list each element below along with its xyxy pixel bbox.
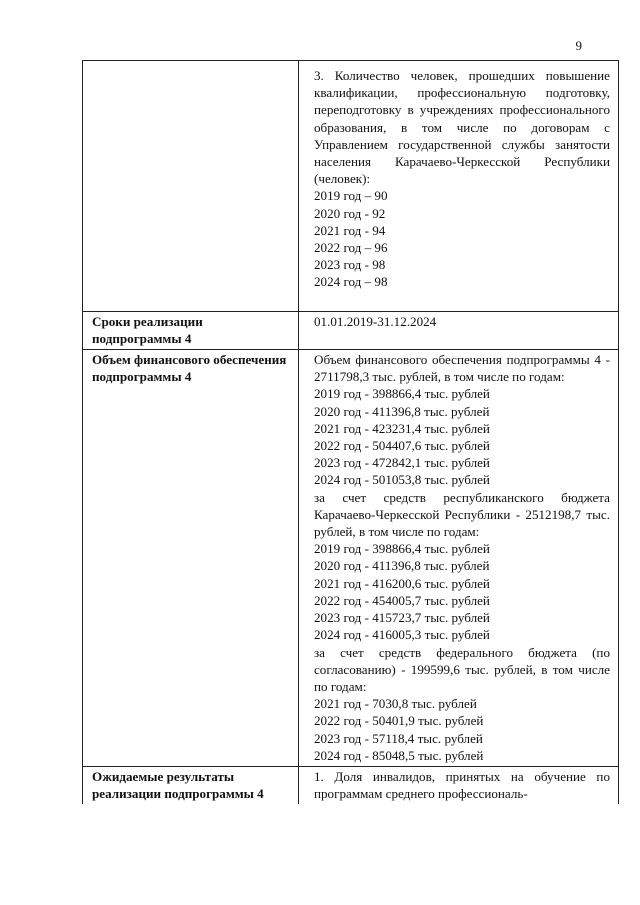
year-value: 2023 год - 98 xyxy=(314,257,386,273)
funding-year: 2024 год - 416005,3 тыс. рублей xyxy=(314,627,490,643)
table-row xyxy=(83,61,619,312)
year-value: 2021 год - 94 xyxy=(314,222,386,238)
funding-year: 2023 год - 472842,1 тыс. рублей xyxy=(314,455,490,471)
funding-federal-text: за счет средств федерального бюджета (по согласованию) - 199599,6 тыс. рублей, в том числе по годам: xyxy=(314,644,610,694)
funding-total-text: Объем финансового обеспечения подпрограммы 4 - 2711798,3 тыс. рублей, в том числе по годам: xyxy=(314,352,610,385)
row-content xyxy=(299,766,619,804)
table-row xyxy=(83,350,619,767)
row-content xyxy=(299,311,619,349)
funding-year: 2022 год - 454005,7 тыс. рублей xyxy=(314,592,490,608)
funding-year: 2023 год - 57118,4 тыс. рублей xyxy=(314,730,483,746)
year-value: 2022 год – 96 xyxy=(314,240,388,256)
funding-year: 2019 год - 398866,4 тыс. рублей xyxy=(314,386,490,402)
year-value: 2024 год – 98 xyxy=(314,274,388,290)
row-label: Сроки реализации подпрограммы 4 xyxy=(83,311,299,349)
expected-results-text: 1. Доля инвалидов, принятых на обучение по программам среднего профессиональ- xyxy=(314,768,610,802)
row-label xyxy=(83,61,299,312)
period-value: 01.01.2019-31.12.2024 xyxy=(314,313,437,329)
funding-year: 2021 год - 423231,4 тыс. рублей xyxy=(314,420,490,436)
funding-year: 2024 год - 85048,5 тыс. рублей xyxy=(314,747,484,763)
funding-year: 2021 год - 7030,8 тыс. рублей xyxy=(314,696,477,712)
table-row xyxy=(83,311,619,349)
row-content xyxy=(299,350,619,767)
indicator-text: 3. Количество человек, прошедших повышение квалификации, профессиональную подготовку, переподготовку в учреждениях профессионального образования, в том числе по договорам с Управлением государственной службы занятости населения Карачаево-Черкесской Республики (человек): xyxy=(314,68,610,187)
year-value: 2020 год - 92 xyxy=(314,205,386,221)
row-label: Объем финансового обеспечения подпрограммы 4 xyxy=(83,350,299,767)
funding-year: 2023 год - 415723,7 тыс. рублей xyxy=(314,610,490,626)
row-content xyxy=(299,61,619,312)
year-value: 2019 год – 90 xyxy=(314,188,388,204)
funding-year: 2020 год - 411396,8 тыс. рублей xyxy=(314,558,490,574)
row-label: Ожидаемые результаты реализации подпрограммы 4 xyxy=(83,766,299,804)
page-number: 9 xyxy=(575,38,582,53)
funding-year: 2019 год - 398866,4 тыс. рублей xyxy=(314,541,490,557)
funding-year: 2022 год - 504407,6 тыс. рублей xyxy=(314,438,490,454)
table-row xyxy=(83,766,619,804)
funding-year: 2022 год - 50401,9 тыс. рублей xyxy=(314,713,484,729)
passport-table xyxy=(82,60,619,804)
funding-year: 2021 год - 416200,6 тыс. рублей xyxy=(314,575,490,591)
funding-year: 2024 год - 501053,8 тыс. рублей xyxy=(314,472,490,488)
funding-regional-text: за счет средств республиканского бюджета Карачаево-Черкесской Республики - 2512198,7 тыс. рублей, в том числе по годам: xyxy=(314,489,610,540)
funding-year: 2020 год - 411396,8 тыс. рублей xyxy=(314,403,490,419)
